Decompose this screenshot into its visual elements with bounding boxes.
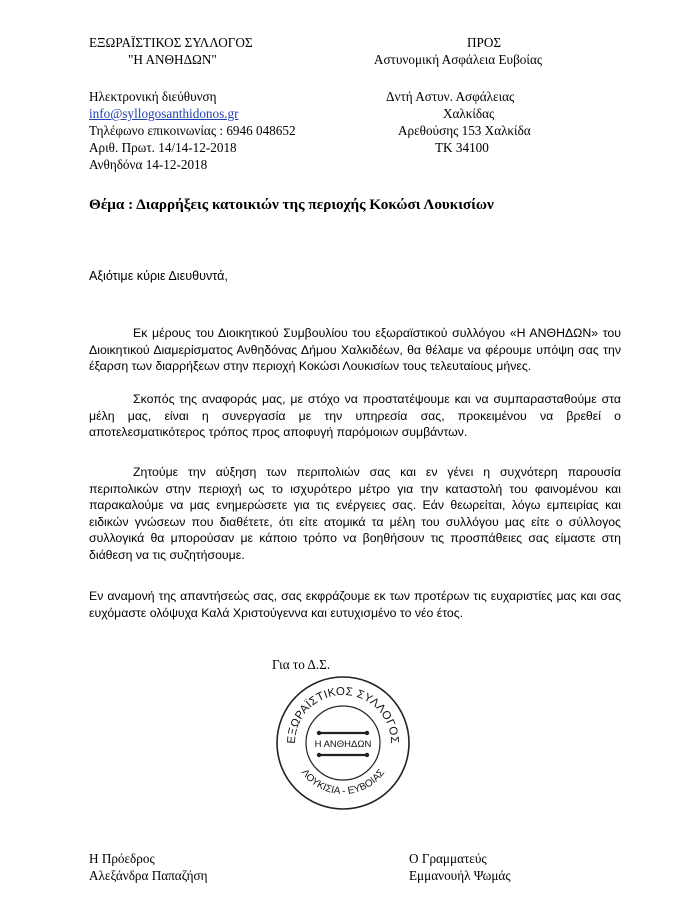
stamp-top-text: ΕΞΩΡΑΪΣΤΙΚΟΣ ΣΥΛΛΟΓΟΣ [285, 685, 401, 745]
body-paragraph-3: Ζητούμε την αύξηση των περιπολιών σας και εν γένει η συχνότερη παρουσία περιπολικών στην περιοχή ως το ισχυρότερο μέτρο για την καταστολή του φαινομένου και παρακαλούμε να μας ενημερώσετε για τις ενέργειες σας. Εάν θεωρείται, λόγω εμπειρίας και ειδικών γνώσεων που διαθέτετε, ότι είτε ατομικά τα μέλη του συλλόγου μας είτε ο σύλλογος συλλογικά θα μπορούσαν με κάποιο τρόπο να βοηθήσουν τις προσπάθειες σας είμαστε στη διάθεση να τις συζητήσουμε. [89, 465, 621, 562]
recipient-to-label: ΠΡΟΣ [466, 35, 502, 50]
recipient-line3: Χαλκίδας [443, 106, 495, 121]
svg-text:ΛΟΥΚΙΣΙΑ - ΕΥΒΟΙΑΣ [299, 767, 387, 797]
stamp-center-text: Η ΑΝΘΗΔΩΝ [314, 739, 372, 750]
stamp-dot [317, 753, 321, 757]
stamp-dot [317, 731, 321, 735]
phone-line: Τηλέφωνο επικοινωνίας : 6946 048652 [89, 123, 296, 138]
recipient-line2: Δντή Αστυν. Ασφάλειας [386, 89, 515, 104]
stamp-dot [365, 731, 369, 735]
sender-org-name: ΕΞΩΡΑΪΣΤΙΚΟΣ ΣΥΛΛΟΓΟΣ [89, 35, 253, 50]
protocol-number: Αριθ. Πρωτ. 14/14-12-2018 [89, 140, 237, 155]
stamp-dot [365, 753, 369, 757]
svg-text:ΕΞΩΡΑΪΣΤΙΚΟΣ ΣΥΛΛΟΓΟΣ [286, 686, 400, 744]
email-link[interactable]: info@syllogosanthidonos.gr [89, 106, 239, 121]
sender-org-subtitle: "Η ΑΝΘΗΔΩΝ" [128, 52, 217, 67]
salutation: Αξιότιμε κύριε Διευθυντά, [89, 269, 228, 283]
secretary-role: Ο Γραμματεύς [409, 851, 487, 866]
body-paragraph-2: Σκοπός της αναφοράς μας, με στόχο να προστατέψουμε και να συμπαρασταθούμε στα μέλη μας, είναι η συνεργασία με την υπηρεσία σας, προκειμένου να βρεθεί ο αποτελεσματικότερος τρόπος προς αποφυγή παρόμοιων συμβάντων. [89, 392, 621, 439]
recipient-line1: Αστυνομική Ασφάλεια Ευβοίας [373, 52, 543, 67]
letter-subject: Θέμα : Διαρρήξεις κατοικιών της περιοχής Κοκώσι Λουκισίων [89, 196, 494, 213]
association-stamp [275, 675, 411, 811]
body-paragraph-1: Εκ μέρους του Διοικητικού Συμβουλίου του εξωραϊστικού συλλόγου «Η ΑΝΘΗΔΩΝ» του Διοικητικού Διαμερίσματος Ανθηδόνας Δήμου Χαλκιδέων, θα θέλαμε να φέρουμε υπόψη σας την έξαρση των διαρρήξεων στην περιοχή Κοκώσι Λουκισίων τους τελευταίους μήνες. [89, 326, 621, 373]
president-role: Η Πρόεδρος [89, 851, 155, 866]
president-name: Αλεξάνδρα Παπαζήση [89, 868, 208, 883]
letter-date: Ανθηδόνα 14-12-2018 [89, 157, 208, 172]
email-label: Ηλεκτρονική διεύθυνση [89, 89, 217, 104]
recipient-address: Αρεθούσης 153 Χαλκίδα [398, 123, 531, 138]
stamp-bottom-text: ΛΟΥΚΙΣΙΑ - ΕΥΒΟΙΑΣ [298, 767, 388, 798]
closing-paragraph: Εν αναμονή της απαντήσεώς σας, σας εκφράζουμε εκ των προτέρων τις ευχαριστίες μας και σας ευχόμαστε ολόψυχα Καλά Χριστούγεννα και ευτυχισμένο το νέο έτος. [89, 589, 621, 620]
for-board-label: Για το Δ.Σ. [272, 657, 331, 672]
recipient-postcode: ΤΚ 34100 [435, 140, 489, 155]
secretary-name: Εμμανουήλ Ψωμάς [409, 868, 511, 883]
